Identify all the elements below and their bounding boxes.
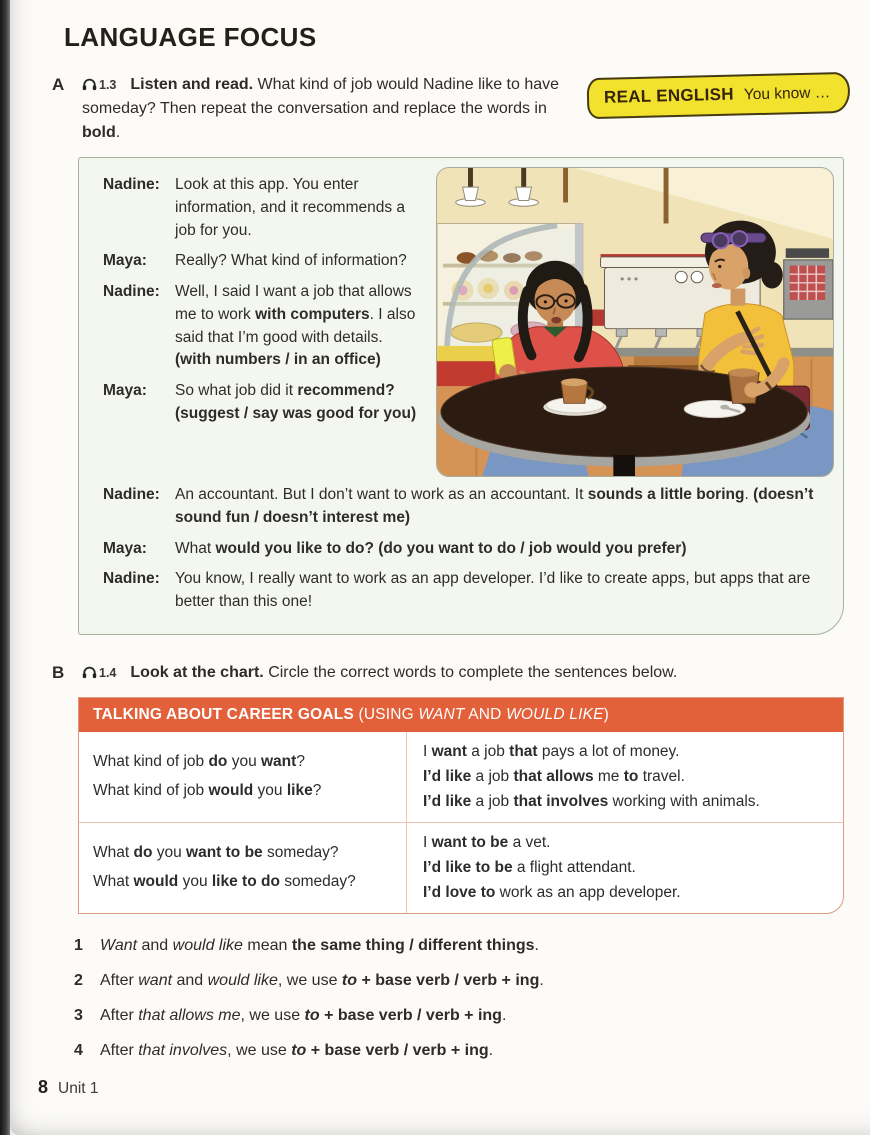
dialogue-text: An accountant. But I don’t want to work as an accountant. It sounds a little boring. (doesn’t sound fun / doesn’t interest me) [175, 486, 814, 526]
exercise-text: After that involves, we use to + base verb / verb + ing. [100, 1042, 494, 1060]
section-a-label: A [52, 75, 65, 94]
exercise-text: After want and would like, we use to + base verb / verb + ing. [100, 972, 544, 990]
audio-track-number: 1.4 [99, 665, 117, 680]
section-a-instruction [82, 73, 574, 145]
exercise-number: 4 [74, 1042, 83, 1060]
dialogue-text: What would you like to do? (do you want to do / job would you prefer) [175, 539, 687, 557]
chart-questions-cell [79, 732, 407, 822]
grammar-chart [78, 697, 844, 914]
chart-example: I’d love to work as an app developer. [423, 883, 681, 901]
grammar-chart-title: TALKING ABOUT CAREER GOALS (USING WANT AND WOULD LIKE) [79, 698, 843, 732]
section-a [52, 73, 844, 145]
instruction-text: Listen and read. What kind of job would Nadine like to have someday? Then repeat the conversation and replace the words in bold. [82, 76, 560, 141]
badge-title: REAL ENGLISH [603, 84, 734, 107]
dialogue-text: You know, I really want to work as an app developer. I’d like to create apps, but apps that are better than this one! [175, 570, 811, 611]
scan-edge [0, 0, 10, 1135]
exercise-number: 1 [74, 936, 83, 954]
exercise-item [74, 1039, 844, 1062]
page-title: LANGUAGE FOCUS [64, 22, 317, 52]
section-b [52, 661, 844, 685]
dialogue-line [103, 484, 823, 530]
chart-example: I want a job that pays a lot of money. [423, 742, 680, 760]
page-footer [38, 1077, 844, 1098]
dialogue-line [103, 538, 823, 561]
exercise-number: 2 [74, 972, 83, 990]
instruction-text: Look at the chart. Circle the correct words to complete the sentences below. [130, 663, 678, 681]
chart-question: What do you want to be someday? [93, 844, 339, 862]
dialogue-speaker: Maya: [103, 539, 147, 557]
audio-track-number: 1.3 [99, 78, 117, 92]
dialogue-text: Look at this app. You enter information, and it recommends a job for you. [175, 176, 406, 239]
chart-question: What would you like to do someday? [93, 873, 356, 891]
exercise-item [74, 969, 844, 992]
dialogue-text: Really? What kind of information? [175, 252, 407, 270]
cafe-illustration [437, 168, 833, 476]
dialogue-speaker: Maya: [103, 382, 147, 400]
dialogue-speaker: Maya: [103, 252, 147, 270]
chart-example: I’d like a job that allows me to travel. [423, 767, 685, 785]
dialogue-line [103, 568, 823, 614]
chart-example: I want to be a vet. [423, 833, 551, 851]
dialogue-text: Well, I said I want a job that allows me to work with computers. I also said that I’m good with details. (with numbers / in an office) [175, 283, 416, 369]
page [10, 0, 870, 1135]
headphones-icon [82, 78, 97, 91]
chart-examples-cell [407, 732, 843, 822]
exercise-text: After that allows me, we use to + base verb / verb + ing. [100, 1007, 507, 1025]
chart-examples-cell [407, 823, 843, 913]
chart-questions-cell [79, 823, 407, 913]
chart-row [79, 822, 843, 913]
chart-example: I’d like to be a flight attendant. [423, 858, 636, 876]
dialogue-speaker: Nadine: [103, 283, 160, 301]
chart-row [79, 732, 843, 822]
real-english-badge [586, 72, 850, 119]
dialogue-text: So what job did it recommend? (suggest / say was good for you) [175, 382, 417, 423]
dialogue-speaker: Nadine: [103, 176, 160, 193]
exercise-item [74, 934, 844, 957]
dialogue-speaker: Nadine: [103, 570, 160, 588]
exercise-list [74, 934, 844, 1063]
badge-phrase: You know … [743, 84, 831, 104]
exercise-text: Want and would like mean the same thing / different things. [100, 936, 539, 954]
chart-example: I’d like a job that involves working with animals. [423, 792, 760, 810]
chart-question: What kind of job would you like? [93, 782, 322, 800]
dialogue-speaker: Nadine: [103, 486, 160, 503]
conversation-box [78, 157, 844, 635]
audio-cue [82, 76, 122, 93]
headphones-icon [82, 666, 97, 679]
exercise-item [74, 1004, 844, 1027]
page-number: 8 [38, 1076, 49, 1097]
audio-cue [82, 664, 122, 681]
chart-question: What kind of job do you want? [93, 753, 305, 771]
unit-label: Unit 1 [58, 1079, 99, 1097]
exercise-number: 3 [74, 1007, 83, 1025]
section-b-label: B [52, 662, 65, 682]
